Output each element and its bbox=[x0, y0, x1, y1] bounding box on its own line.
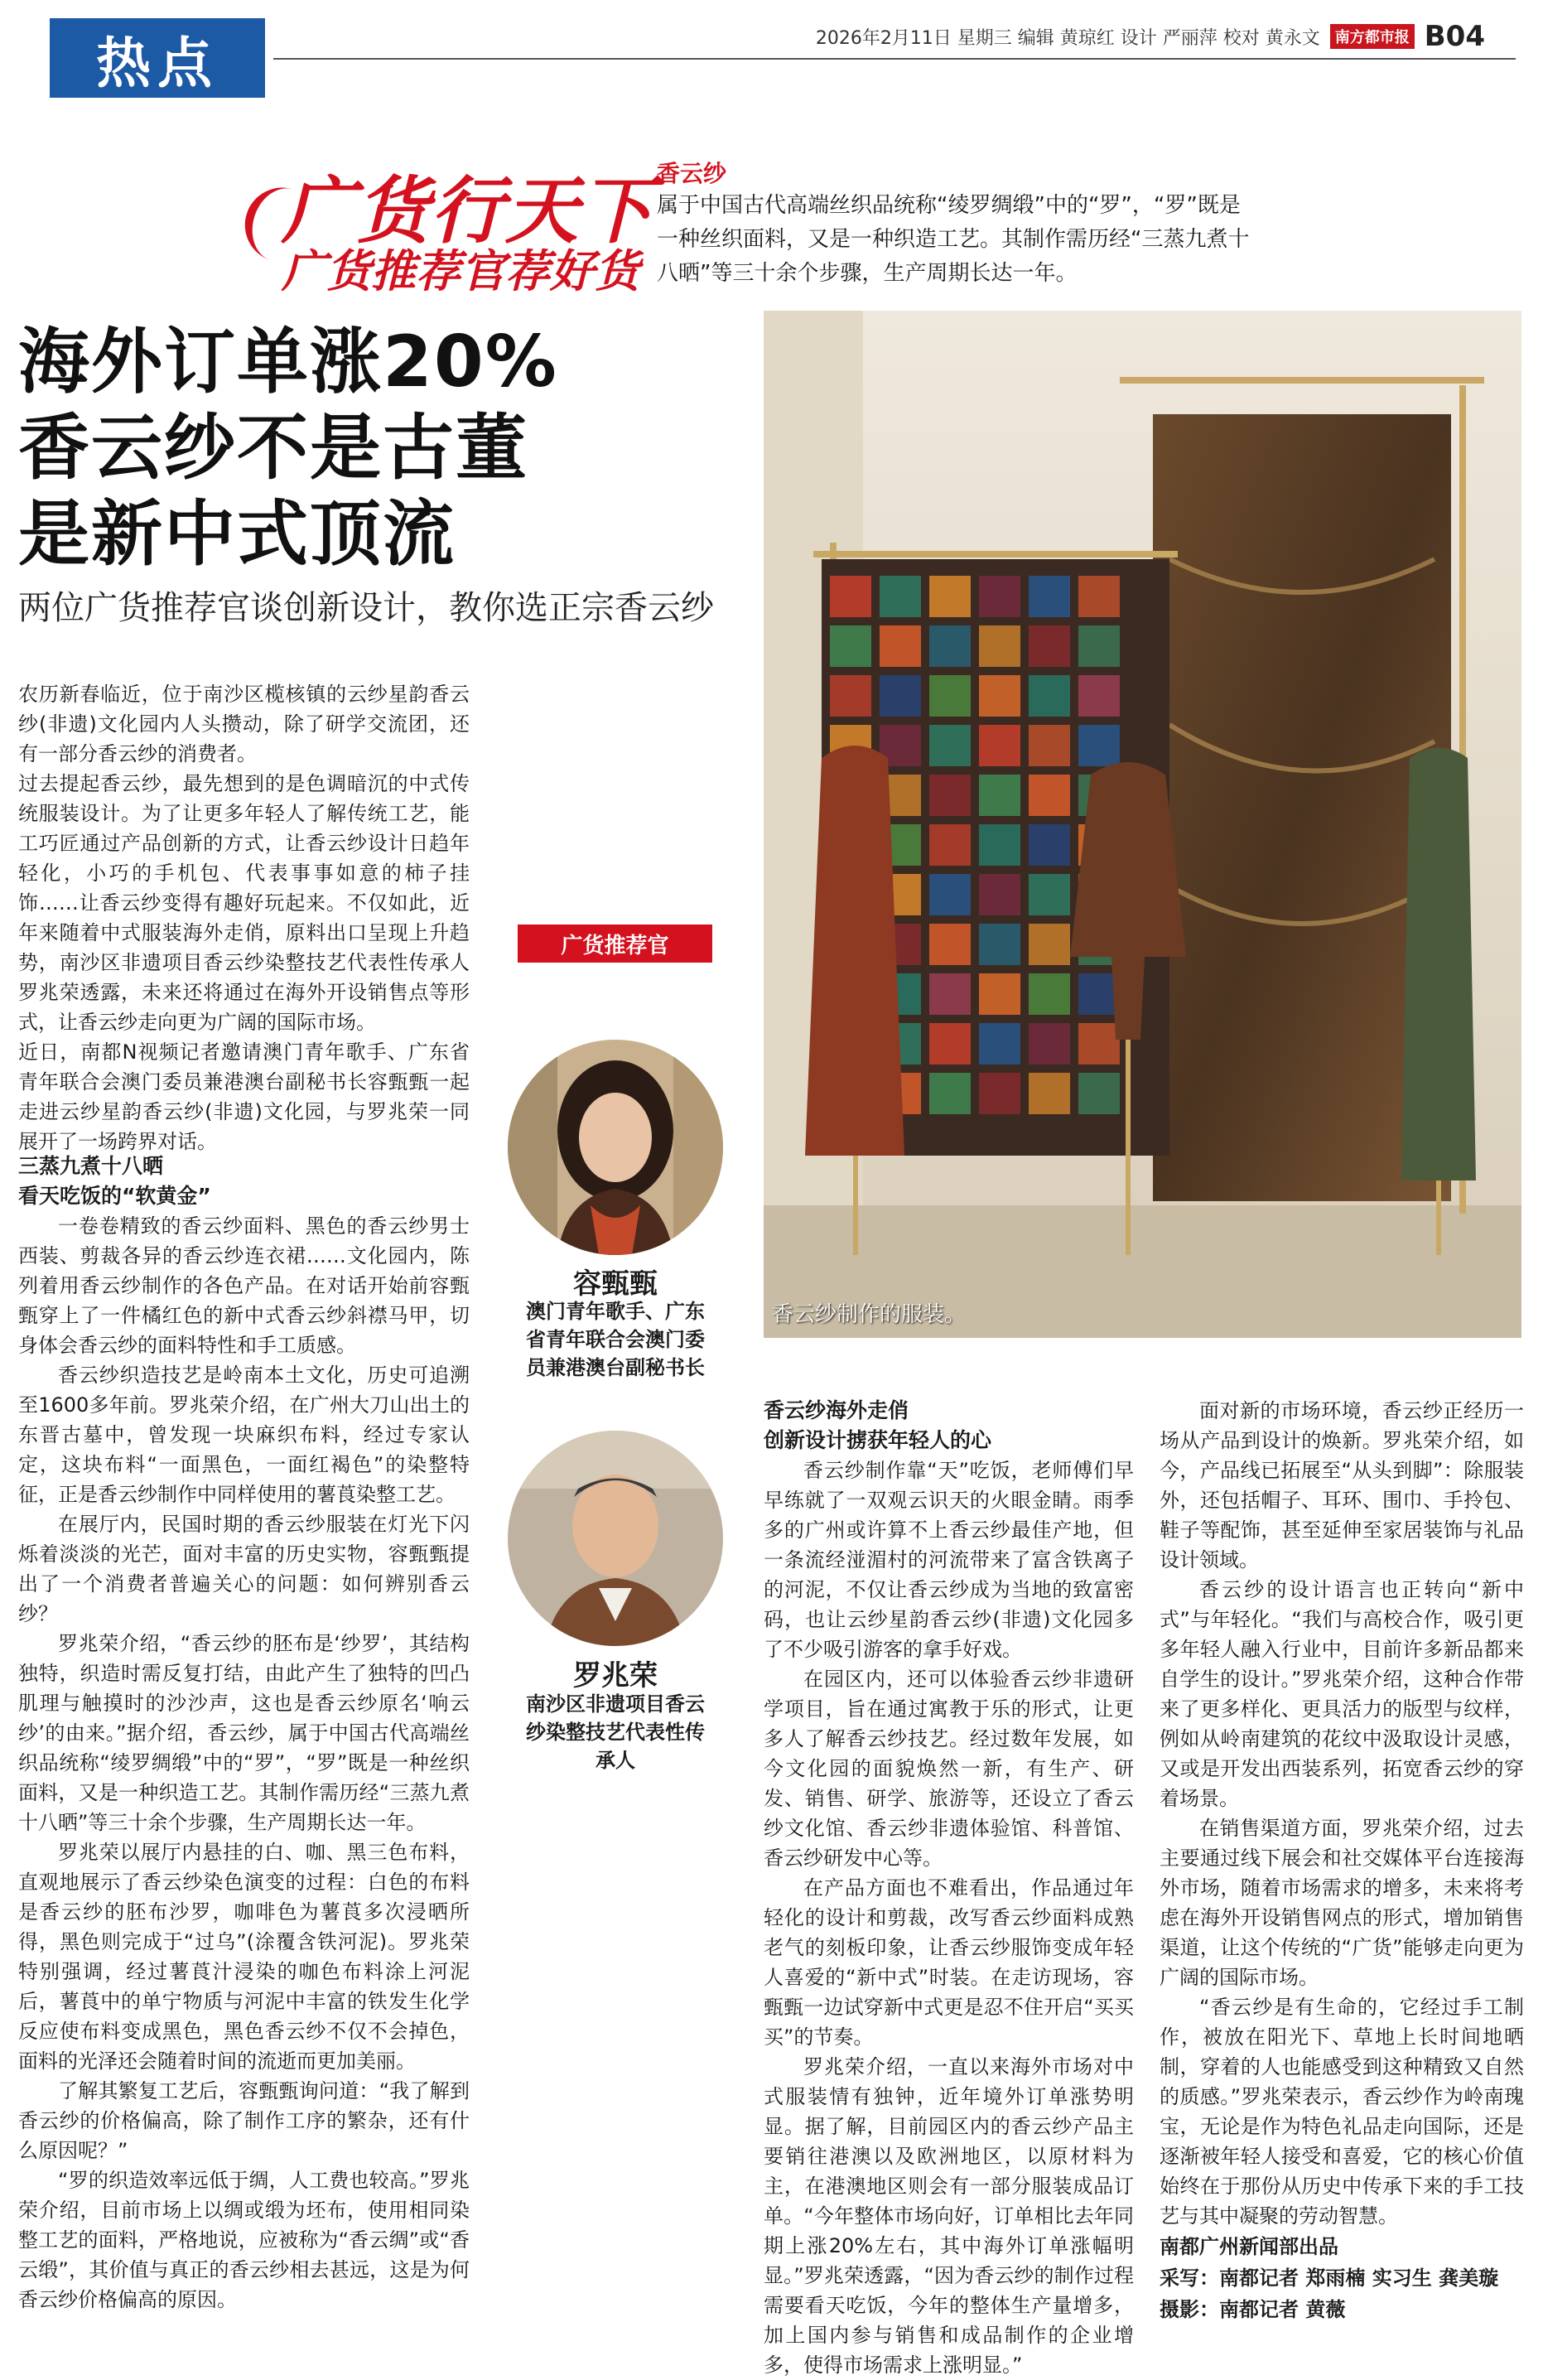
lead-paragraph: 近日，南都N视频记者邀请澳门青年歌手、广东省青年联合会澳门委员兼港澳台副秘书长容甄甄一起走进云纱星韵香云纱(非遗)文化园，与罗兆荣一同展开了一场跨界对话。 bbox=[18, 1040, 470, 1153]
lead-paragraph: 农历新春临近，位于南沙区榄核镇的云纱星韵香云纱(非遗)文化园内人头攒动，除了研学交流团，还有一部分香云纱的消费者。 bbox=[18, 683, 470, 765]
body-paragraph: 在销售渠道方面，罗兆荣介绍，过去主要通过线下展会和社交媒体平台连接海外市场，随着市场需求的增多，未来将考虑在海外开设销售网点的形式，增加销售渠道，让这个传统的“广货”能够走向更为广阔的国际市场。 bbox=[1160, 1817, 1524, 1989]
section1-subheading: 看天吃饭的“软黄金” bbox=[18, 1184, 211, 1208]
section-tag: 热点 bbox=[50, 18, 265, 98]
recommender-badge: 广货推荐官 bbox=[518, 924, 712, 963]
portrait-image bbox=[508, 1431, 723, 1646]
body-paragraph: 香云纱的设计语言也正转向“新中式”与年轻化。“我们与高校合作，吸引更多年轻人融入行业中，目前许多新品都来自学生的设计。”罗兆荣介绍，这种合作带来了更多样化、更具活力的版型与纹样，例如从岭南建筑的花纹中汲取设计灵感，又或是开发出西装系列，拓宽香云纱的穿着场景。 bbox=[1160, 1578, 1524, 1810]
portrait-image bbox=[508, 1040, 723, 1255]
lead-paragraph: 过去提起香云纱，最先想到的是色调暗沉的中式传统服装设计。为了让更多年轻人了解传统工艺，能工巧匠通过产品创新的方式，让香云纱设计日趋年轻化，小巧的手机包、代表事事如意的柿子挂饰……让香云纱变得有趣好玩起来。不仅如此，近年来随着中式服装海外走俏，原料出口呈现上升趋势，南沙区非遗项目香云纱染整技艺代表性传承人罗兆荣透露，未来还将通过在海外开设销售点等形式，让香云纱走向更为广阔的国际市场。 bbox=[18, 772, 470, 1034]
section2-heading: 香云纱海外走俏 bbox=[764, 1398, 909, 1422]
body-paragraph: 在产品方面也不难看出，作品通过年轻化的设计和剪裁，改写香云纱面料成熟老气的刻板印象，让香云纱服饰变成年轻人喜爱的“新中式”时装。在走访现场，容甄甄一边试穿新中式更是忍不住开启“买买买”的节奏。 bbox=[764, 1876, 1134, 2049]
headline-line2: 香云纱不是古董 bbox=[18, 407, 528, 490]
header-rule bbox=[273, 58, 1516, 60]
recommender2-name: 罗兆荣 bbox=[573, 1659, 658, 1692]
credit-line: 南都广州新闻部出品 bbox=[1160, 2235, 1338, 2258]
credits bbox=[1160, 2231, 1524, 2325]
body-paragraph: 罗兆荣介绍，“香云纱的胚布是‘纱罗’，其结构独特，织造时需反复打结，由此产生了独特的凹凸肌理与触摸时的沙沙声，这也是香云纱原名‘响云纱’的由来。”据介绍，香云纱，属于中国古代高端丝织品统称“绫罗绸缎”中的“罗”，“罗”既是一种丝织面料，又是一种织造工艺。其制作需历经“三蒸九煮十八晒”等三十余个步骤，生产周期长达一年。 bbox=[18, 1632, 470, 1834]
credit-line: 摄影：南都记者 黄薇 bbox=[1160, 2298, 1346, 2321]
article-photo bbox=[764, 311, 1521, 1338]
info-title: 香云纱 bbox=[657, 160, 727, 187]
orange-coat bbox=[805, 746, 904, 1156]
body-paragraph: 香云纱织造技艺是岭南本土文化，历史可追溯至1600多年前。罗兆荣介绍，在广州大刀山出土的东晋古墓中，曾发现一块麻织布料，经过专家认定，这块布料“一面黑色，一面红褐色”的染整特征，正是香云纱制作中同样使用的薯莨染整工艺。 bbox=[18, 1364, 470, 1506]
body-paragraph: “香云纱是有生命的，它经过手工制作，被放在阳光下、草地上长时间地晒制，穿着的人也能感受到这种精致又自然的质感。”罗兆荣表示，香云纱作为岭南瑰宝，无论是作为特色礼品走向国际，还是逐渐被年轻人接受和喜爱，它的核心价值始终在于那份从历史中传承下来的手工技艺与其中凝聚的劳动智慧。 bbox=[1160, 1996, 1524, 2228]
page-number: B04 bbox=[1424, 20, 1485, 53]
recommender1-title: 澳门青年歌手、广东省青年联合会澳门委员兼港澳台副秘书长 bbox=[526, 1300, 705, 1379]
campaign-line2: 广货推荐官荐好货 bbox=[282, 245, 639, 297]
info-body: 属于中国古代高端丝织品统称“绫罗绸缎”中的“罗”，“罗”既是一种丝织面料，又是一种织造工艺。其制作需历经“三蒸九煮十八晒”等三十余个步骤，生产周期长达一年。 bbox=[657, 193, 1250, 286]
body-paragraph: 面对新的市场环境，香云纱正经历一场从产品到设计的焕新。罗兆荣介绍，如今，产品线已拓展至“从头到脚”：除服装外，还包括帽子、耳环、围巾、手拎包、鞋子等配饰，甚至延伸至家居装饰与礼品设计领域。 bbox=[1160, 1399, 1524, 1571]
credit-line: 采写：南都记者 郑雨楠 实习生 龚美璇 bbox=[1160, 2267, 1499, 2290]
green-qipao bbox=[1401, 748, 1476, 1181]
issue-info: 2026年2月11日 星期三 编辑 黄琼红 设计 严丽萍 校对 黄永文 bbox=[815, 27, 1320, 49]
section3-column bbox=[1160, 1396, 1524, 2325]
photo-caption: 香云纱制作的服装。 bbox=[772, 1302, 967, 1327]
portrait-luo-zhaorong bbox=[508, 1431, 723, 1646]
campaign-line1: 广货行天下 bbox=[282, 168, 655, 253]
section2-column bbox=[764, 1396, 1134, 2380]
body-paragraph: 一卷卷精致的香云纱面料、黑色的香云纱男士西装、剪裁各异的香云纱连衣裙……文化园内，陈列着用香云纱制作的各色产品。在对话开始前容甄甄穿上了一件橘红色的新中式香云纱斜襟马甲，切身体会香云纱的面料特性和手工质感。 bbox=[18, 1214, 470, 1357]
paper-logo: 南方都市报 bbox=[1330, 24, 1415, 49]
photo-scene bbox=[764, 311, 1521, 1338]
subheadline: 两位广货推荐官谈创新设计，教你选正宗香云纱 bbox=[18, 589, 714, 627]
section1-column bbox=[18, 1151, 470, 2315]
body-paragraph: 罗兆荣以展厅内悬挂的白、咖、黑三色布料，直观地展示了香云纱染色演变的过程：白色的布料是香云纱的胚布沙罗，咖啡色为薯莨多次浸晒所得，黑色则完成于“过乌”(涂覆含铁河泥)。罗兆荣特别强调，经过薯莨汁浸染的咖色布料涂上河泥后，薯莨中的单宁物质与河泥中丰富的铁发生化学反应使布料变成黑色，黑色香云纱不仅不会掉色，面料的光泽还会随着时间的流逝而更加美丽。 bbox=[18, 1841, 470, 2073]
body-paragraph: 罗兆荣介绍，一直以来海外市场对中式服装情有独钟，近年境外订单涨势明显。据了解，目前园区内的香云纱产品主要销往港澳以及欧洲地区，以原材料为主，在港澳地区则会有一部分服装成品订单。“今年整体市场向好，订单相比去年同期上涨20%左右，其中海外订单涨幅明显。”罗兆荣透露，“因为香云纱的制作过程需要看天吃饭，今年的整体生产量增多，加上国内参与销售和成品制作的企业增多，使得市场需求上涨明显。” bbox=[764, 2055, 1134, 2377]
section2-subheading: 创新设计掳获年轻人的心 bbox=[764, 1428, 992, 1452]
portrait-rong-zhenzhen bbox=[508, 1040, 723, 1255]
headline-line1: 海外订单涨20% bbox=[18, 321, 558, 403]
body-paragraph: 了解其繁复工艺后，容甄甄询问道：“我了解到香云纱的价格偏高，除了制作工序的繁杂，还有什么原因呢？” bbox=[18, 2079, 470, 2162]
lead-column bbox=[18, 679, 470, 1156]
recommender1-name: 容甄甄 bbox=[573, 1267, 658, 1301]
body-paragraph: 香云纱制作靠“天”吃饭，老师傅们早早练就了一双观云识天的火眼金睛。雨季多的广州或许算不上香云纱最佳产地，但一条流经湴湄村的河流带来了富含铁离子的河泥，不仅让香云纱成为当地的致富密码，也让云纱星韵香云纱(非遗)文化园多了不少吸引游客的拿手好戏。 bbox=[764, 1459, 1134, 1661]
body-paragraph: 在园区内，还可以体验香云纱非遗研学项目，旨在通过寓教于乐的形式，让更多人了解香云纱技艺。经过数年发展，如今文化园的面貌焕然一新，有生产、研发、销售、研学、旅游等，还设立了香云纱文化馆、香云纱非遗体验馆、科普馆、香云纱研发中心等。 bbox=[764, 1668, 1134, 1870]
section1-heading: 三蒸九煮十八晒 bbox=[18, 1154, 164, 1178]
body-paragraph: 在展厅内，民国时期的香云纱服装在灯光下闪烁着淡淡的光芒，面对丰富的历史实物，容甄甄提出了一个消费者普遍关心的问题：如何辨别香云纱？ bbox=[18, 1513, 470, 1625]
body-paragraph: “罗的织造效率远低于绸，人工费也较高。”罗兆荣介绍，目前市场上以绸或缎为坯布，使用相同染整工艺的面料，严格地说，应被称为“香云绸”或“香云缎”，其价值与真正的香云纱相去甚远，这是为何香云纱价格偏高的原因。 bbox=[18, 2169, 470, 2311]
page-meta bbox=[816, 20, 1485, 53]
campaign-logo bbox=[248, 153, 655, 297]
headline-line3: 是新中式顶流 bbox=[18, 493, 456, 576]
recommender2-title: 南沙区非遗项目香云纱染整技艺代表性传承人 bbox=[526, 1692, 705, 1772]
headline bbox=[18, 319, 764, 577]
